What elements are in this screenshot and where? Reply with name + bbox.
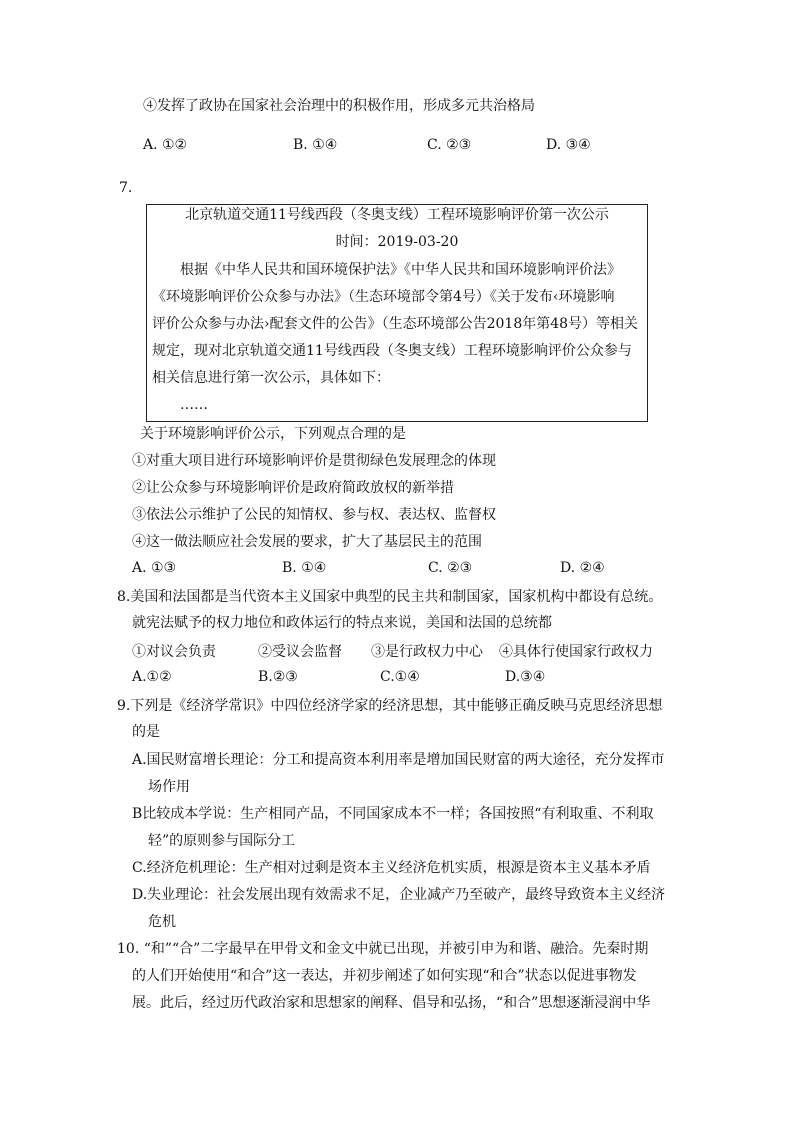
q9-option-d: D.失业理论：社会发展出现有效需求不足，企业减产乃至破产，最终导致资本主义经济 — [132, 887, 666, 903]
q9-stem-line2: 的是 — [132, 724, 160, 740]
q9-option-a: A.国民财富增长理论：分工和提高资本利用率是增加国民财富的两大途径，充分发挥市 — [132, 752, 665, 768]
q7-item-2: ②让公众参与环境影响评价是政府简政放权的新举措 — [132, 480, 454, 496]
notice-date: 时间：2019-03-20 — [335, 234, 459, 250]
q7-item-4: ④这一做法顺应社会发展的要求，扩大了基层民主的范围 — [132, 534, 482, 550]
q7-option-b: B. ①④ — [282, 560, 327, 576]
q6-option-b: B. ①④ — [293, 137, 338, 153]
q9-option-d-cont: 危机 — [148, 914, 176, 930]
q9-stem-line1: 9.下列是《经济学常识》中四位经济学家的经济思想，其中能够正确反映马克思经济思想 — [117, 698, 663, 714]
q10-line3: 展。此后，经过历代政治家和思想家的阐释、倡导和弘扬，“和合”思想逐渐浸润中华 — [132, 995, 651, 1011]
notice-body-line: 《环境影响评价公众参与办法》（生态环境部令第4号）《关于发布‹环境影响 — [152, 289, 615, 305]
q8-option-a: A.①② — [132, 669, 172, 685]
notice-body-line: 规定，现对北京轨道交通11号线西段（冬奥支线）工程环境影响评价公众参与 — [152, 343, 632, 359]
q9-option-c: C.经济危机理论：生产相对过剩是资本主义经济危机实质，根源是资本主义基本矛盾 — [132, 860, 651, 876]
q7-option-a: A. ①③ — [132, 560, 177, 576]
q9-option-a-cont: 场作用 — [148, 779, 190, 795]
q8-option-c: C.①④ — [380, 669, 420, 685]
q8-item-3: ③是行政权力中心 — [371, 644, 483, 660]
q6-option-d: D. ③④ — [546, 137, 591, 153]
q9-option-b-cont: 轻”的原则参与国际分工 — [148, 833, 296, 849]
q8-item-2: ②受议会监督 — [258, 644, 342, 660]
q8-option-d: D.③④ — [505, 669, 546, 685]
q6-item-4: ④发挥了政协在国家社会治理中的积极作用，形成多元共治格局 — [143, 98, 535, 114]
notice-title: 北京轨道交通11号线西段（冬奥支线）工程环境影响评价第一次公示 — [185, 207, 609, 223]
q8-stem-line1: 8.美国和法国都是当代资本主义国家中典型的民主共和制国家，国家机构中都设有总统。 — [117, 589, 663, 605]
notice-ellipsis: …… — [180, 397, 208, 413]
q10-line1: 10. “和”“合”二字最早在甲骨文和金文中就已出现，并被引申为和谐、融洽。先秦时期 — [117, 941, 649, 957]
q7-item-3: ③依法公示维护了公民的知情权、参与权、表达权、监督权 — [132, 507, 496, 523]
q6-option-a: A. ①② — [143, 137, 188, 153]
q6-option-c: C. ②③ — [427, 137, 472, 153]
notice-body-line: 相关信息进行第一次公示，具体如下： — [152, 370, 390, 386]
q7-stem: 关于环境影响评价公示，下列观点合理的是 — [140, 426, 406, 442]
q7-number: 7. — [119, 180, 133, 196]
notice-body-line: 根据《中华人民共和国环境保护法》《中华人民共和国环境影响评价法》 — [180, 262, 621, 278]
q8-stem-line2: 就宪法赋予的权力地位和政体运行的特点来说，美国和法国的总统都 — [132, 615, 552, 631]
q7-option-d: D. ②④ — [560, 560, 605, 576]
notice-body-line: 评价公众参与办法›配套文件的公告》（生态环境部公告2018年第48号）等相关 — [152, 316, 639, 332]
q8-item-4: ④具体行使国家行政权力 — [499, 644, 653, 660]
q7-option-c: C. ②③ — [428, 560, 473, 576]
q10-line2: 的人们开始使用“和合”这一表达，并初步阐述了如何实现“和合”状态以促进事物发 — [132, 968, 637, 984]
q8-item-1: ①对议会负责 — [132, 644, 216, 660]
q9-option-b: B比较成本学说：生产相同产品，不同国家成本不一样；各国按照“有利取重、不利取 — [132, 806, 654, 822]
q8-option-b: B.②③ — [258, 669, 298, 685]
q7-item-1: ①对重大项目进行环境影响评价是贯彻绿色发展理念的体现 — [132, 453, 496, 469]
